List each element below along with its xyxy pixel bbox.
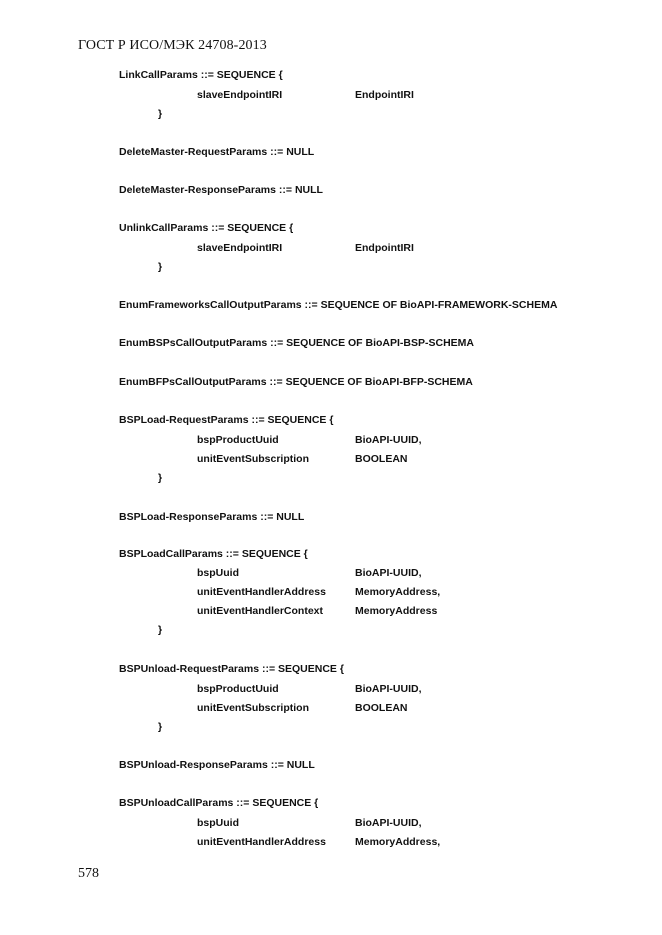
bsp-load-request-declaration: BSPLoad-RequestParams ::= SEQUENCE { [119,414,334,426]
closing-brace: } [158,721,163,733]
field-name: bspProductUuid [197,683,279,695]
field-type: MemoryAddress, [355,836,441,848]
unlink-call-params-declaration: UnlinkCallParams ::= SEQUENCE { [119,222,294,234]
field-name: bspProductUuid [197,434,279,446]
field-name: bspUuid [197,817,239,829]
field-name: unitEventHandlerContext [197,605,324,617]
document-header: ГОСТ Р ИСО/МЭК 24708-2013 [78,38,267,53]
field-type: EndpointIRI [355,242,414,254]
enum-frameworks-declaration: EnumFrameworksCallOutputParams ::= SEQUENCE OF BioAPI-FRAMEWORK-SCHEMA [119,299,558,311]
bsp-load-response-declaration: BSPLoad-ResponseParams ::= NULL [119,511,305,523]
field-type: BioAPI-UUID, [355,434,422,446]
field-type: BioAPI-UUID, [355,817,422,829]
field-name: unitEventSubscription [197,702,310,714]
closing-brace: } [158,472,163,484]
closing-brace: } [158,624,163,636]
field-name: slaveEndpointIRI [197,242,283,254]
field-type: MemoryAddress [355,605,438,617]
field-name: unitEventHandlerAddress [197,586,326,598]
field-type: BioAPI-UUID, [355,683,422,695]
field-type: BioAPI-UUID, [355,567,422,579]
link-call-params-declaration: LinkCallParams ::= SEQUENCE { [119,69,283,81]
field-type: BOOLEAN [355,453,408,465]
bsp-load-call-params-declaration: BSPLoadCallParams ::= SEQUENCE { [119,548,308,560]
field-name: unitEventSubscription [197,453,310,465]
bsp-unload-response-declaration: BSPUnload-ResponseParams ::= NULL [119,759,315,771]
field-name: bspUuid [197,567,239,579]
bsp-unload-request-declaration: BSPUnload-RequestParams ::= SEQUENCE { [119,663,344,675]
enum-bfps-declaration: EnumBFPsCallOutputParams ::= SEQUENCE OF BioAPI-BFP-SCHEMA [119,376,473,388]
field-type: EndpointIRI [355,89,414,101]
field-type: BOOLEAN [355,702,408,714]
field-type: MemoryAddress, [355,586,441,598]
enum-bsps-declaration: EnumBSPsCallOutputParams ::= SEQUENCE OF BioAPI-BSP-SCHEMA [119,337,475,349]
closing-brace: } [158,108,163,120]
bsp-unload-call-params-declaration: BSPUnloadCallParams ::= SEQUENCE { [119,797,319,809]
delete-master-request-declaration: DeleteMaster-RequestParams ::= NULL [119,146,315,158]
page-number: 578 [78,866,99,881]
closing-brace: } [158,261,163,273]
field-name: slaveEndpointIRI [197,89,283,101]
delete-master-response-declaration: DeleteMaster-ResponseParams ::= NULL [119,184,323,196]
field-name: unitEventHandlerAddress [197,836,326,848]
